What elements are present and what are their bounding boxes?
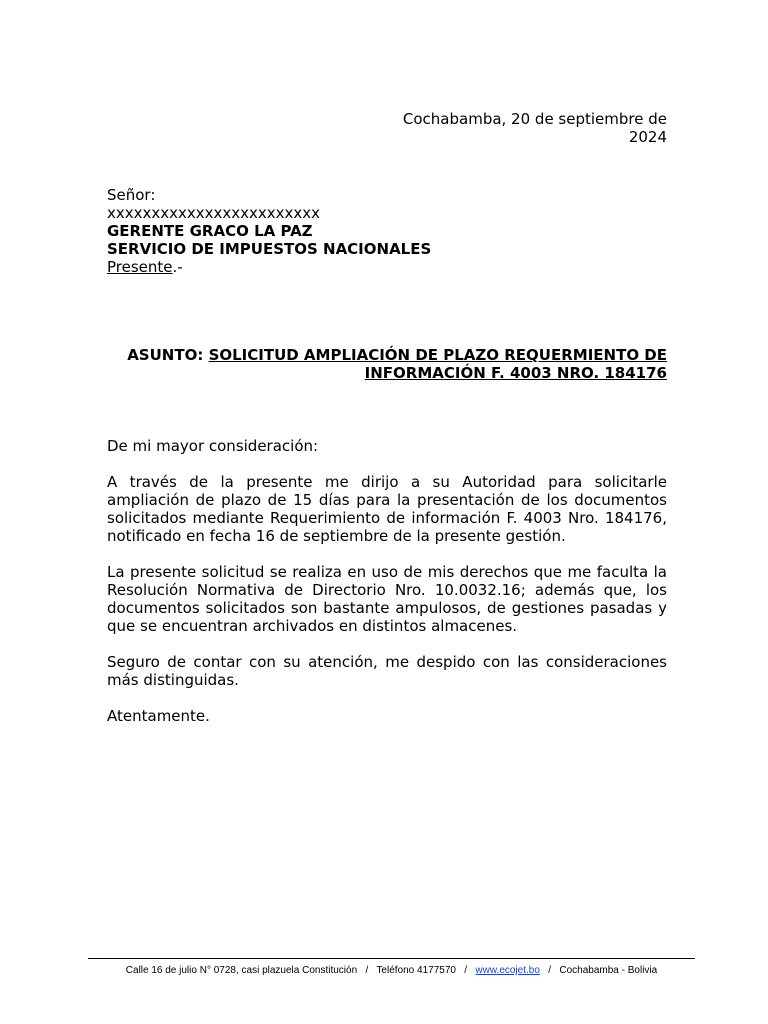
paragraph-1: A través de la presente me dirijo a su Autoridad para solicitarle ampliación de plazo de 15 días para la presentación de los documentos solicitados mediante Requerimiento de información F. 4003 Nro. 184176, notificado en fecha 16 de septiembre de la presente gestión.: [107, 473, 667, 545]
date-line: [360, 110, 667, 146]
letter-body: [107, 437, 667, 743]
paragraph-3: Seguro de contar con su atención, me despido con las consideraciones más distinguidas.: [107, 653, 667, 689]
footer-separator-3: /: [548, 965, 552, 976]
footer-city: Cochabamba - Bolivia: [559, 965, 658, 976]
footer-phone: Teléfono 4177570: [376, 965, 456, 976]
footer-separator-2: /: [464, 965, 468, 976]
footer-separator-1: /: [365, 965, 369, 976]
subject-block: [107, 346, 667, 382]
presente-word: Presente: [107, 258, 173, 276]
addressee-block: [107, 186, 667, 276]
addressee-name: xxxxxxxxxxxxxxxxxxxxxxxx: [107, 204, 321, 222]
addressee-position: GERENTE GRACO LA PAZ: [107, 222, 313, 240]
subject-text-1: SOLICITUD AMPLIACIÓN DE PLAZO REQUERMIENTO DE: [208, 346, 667, 364]
date-line-1: Cochabamba, 20 de septiembre de: [402, 110, 667, 128]
subject-line-2: [107, 364, 667, 382]
salutation: Señor:: [107, 186, 156, 204]
greeting: De mi mayor consideración:: [107, 437, 319, 455]
paragraph-2: La presente solicitud se realiza en uso de mis derechos que me faculta la Resolución Normativa de Directorio Nro. 10.0032.16; además que, los documentos solicitados son bastante ampulosos, de gestiones pasadas y que se encuentran archivados en distintos almacenes.: [107, 563, 667, 635]
subject-label: ASUNTO:: [127, 346, 204, 364]
subject-line-1: [107, 346, 667, 364]
footer-address: Calle 16 de julio N° 0728, casi plazuela Constitución: [125, 965, 358, 976]
footer-divider: [88, 958, 695, 959]
footer-website-link[interactable]: www.ecojet.bo: [475, 965, 540, 976]
presente-suffix: .-: [172, 258, 183, 276]
closing: Atentamente.: [107, 707, 210, 725]
date-line-2: 2024: [628, 128, 667, 146]
subject-text-2: INFORMACIÓN F. 4003 NRO. 184176: [364, 364, 667, 382]
presente-line: [107, 258, 667, 276]
addressee-institution: SERVICIO DE IMPUESTOS NACIONALES: [107, 240, 432, 258]
footer: [88, 965, 695, 977]
